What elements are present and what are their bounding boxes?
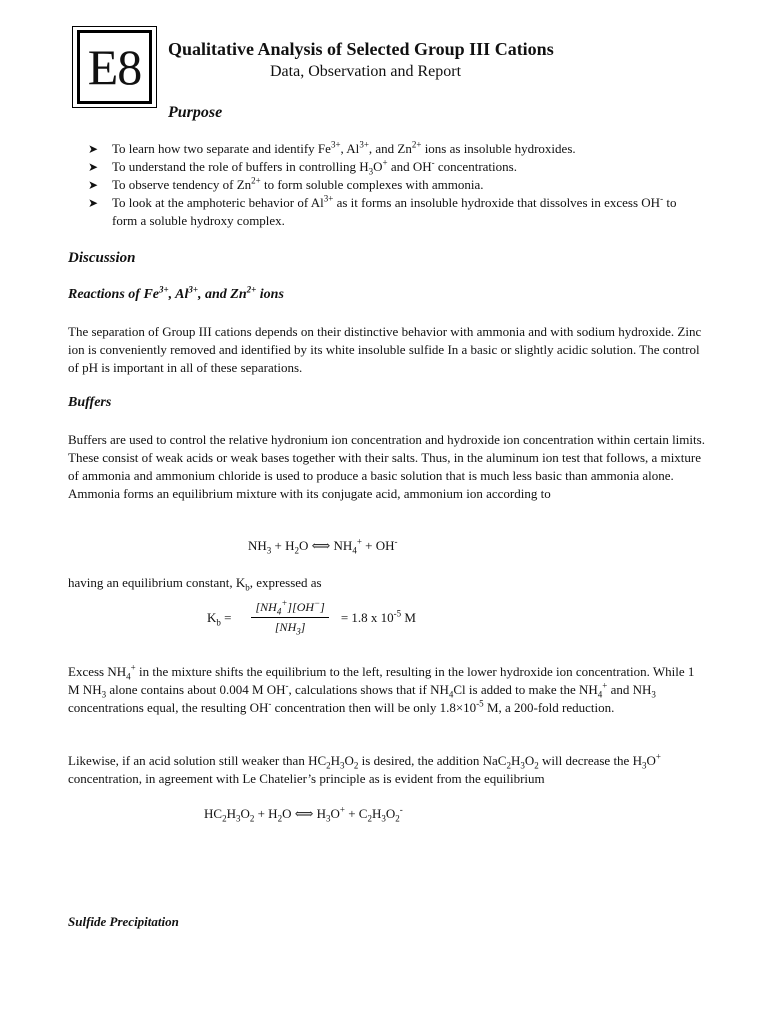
purpose-item: ➤ To learn how two separate and identify $Fe^{3+}$, $Al^{3+}$, and $Zn^{2+}$ ions as insoluble hydroxides. (88, 139, 576, 156)
kb-denominator: $[NH_3]$ (274, 620, 306, 637)
arrowhead-bullet-icon: ➤ (88, 142, 99, 156)
buffers-paragraph: Buffers are used to control the relative hydronium ion concentration and hydroxide ion concentration within certain limits. These consist of weak acids or weak bases together with their salts. Thus, in the aluminum ion test that follows, a mixture of ammonia and ammonium chloride is used to produce a basic solution that is much less basic than ammonia alone. Ammonia forms an equilibrium mixture with its conjugate acid, ammonium ion according to (68, 432, 705, 501)
purpose-list (88, 140, 688, 230)
purpose-item: ➤ To understand the role of buffers in controlling $H_3O^+$ and OH- concentrations. (88, 157, 517, 177)
experiment-badge (72, 26, 157, 108)
kb-expression (207, 600, 416, 635)
document-title: Qualitative Analysis of Selected Group III Cations (168, 39, 554, 59)
kb-intro-text: having an equilibrium constant, $K_b$, expressed as (68, 575, 322, 593)
separation-paragraph: The separation of Group III cations depends on their distinctive behavior with ammonia and with sodium hydroxide. Zinc ion is conveniently removed and identified by its white insoluble sulfide In a basic or slightly acidic solution. The control of pH is important in all of these separations. (68, 324, 702, 375)
document-subtitle: Data, Observation and Report (270, 63, 462, 80)
kb-fraction (251, 600, 328, 635)
purpose-item: ➤ To observe tendency of $Zn^{2+}$ to form soluble complexes with ammonia. (88, 175, 484, 192)
acetic-acid-equilibrium-equation: $HC_2H_3O_2 + H_2O$ ⟺ $H_3O^+ + C_2H_3O_2^-$ (204, 804, 403, 824)
purpose-item: ➤ To look at the amphoteric behavior of $Al^{3+}$ as it forms an insoluble hydroxide that dissolves in excess OH- to form a soluble hydroxy complex. (88, 193, 677, 228)
kb-numerator: $[NH_4^+][OH^-]$ (255, 598, 325, 617)
experiment-badge-label: E8 (77, 30, 152, 104)
arrowhead-bullet-icon: ➤ (88, 160, 99, 174)
buffers-heading: Buffers (68, 395, 112, 410)
ammonia-equilibrium-equation: $NH_3 + H_2O$ ⟺ $NH_4^+ + OH^-$ (248, 536, 398, 556)
arrowhead-bullet-icon: ➤ (88, 178, 99, 192)
kb-rhs: = 1.8 x $10^{-5}$ M (340, 608, 416, 625)
purpose-heading: Purpose (168, 104, 223, 121)
sulfide-heading: Sulfide Precipitation (68, 914, 179, 929)
likewise-paragraph: Likewise, if an acid solution still weaker than $HC_2H_3O_2$ is desired, the addition $NaC_2H_3O_2$ will decrease the $H_3O^+$ concentration, in agreement with Le Chatelier’s principle as is evident from the equilibrium (68, 751, 661, 786)
arrowhead-bullet-icon: ➤ (88, 196, 99, 210)
kb-lhs: $K_b$ = (207, 609, 232, 628)
discussion-heading: Discussion (68, 250, 136, 266)
reactions-heading: Reactions of $Fe^{3+}$, $Al^{3+}$, and $Zn^{2+}$ ions (68, 284, 284, 302)
excess-paragraph: Excess $NH_4^+$ in the mixture shifts the equilibrium to the left, resulting in the lower hydroxide ion concentration. While 1 M $NH_3$ alone contains about 0.004 M OH-, calculations shows that if $NH_4Cl$ is added to make the $NH_4^+$ and $NH_3$ concentrations equal, the resulting OH- concentration then will be only $1.8\times 10^{-5}$ M, a 200-fold reduction. (68, 662, 695, 715)
